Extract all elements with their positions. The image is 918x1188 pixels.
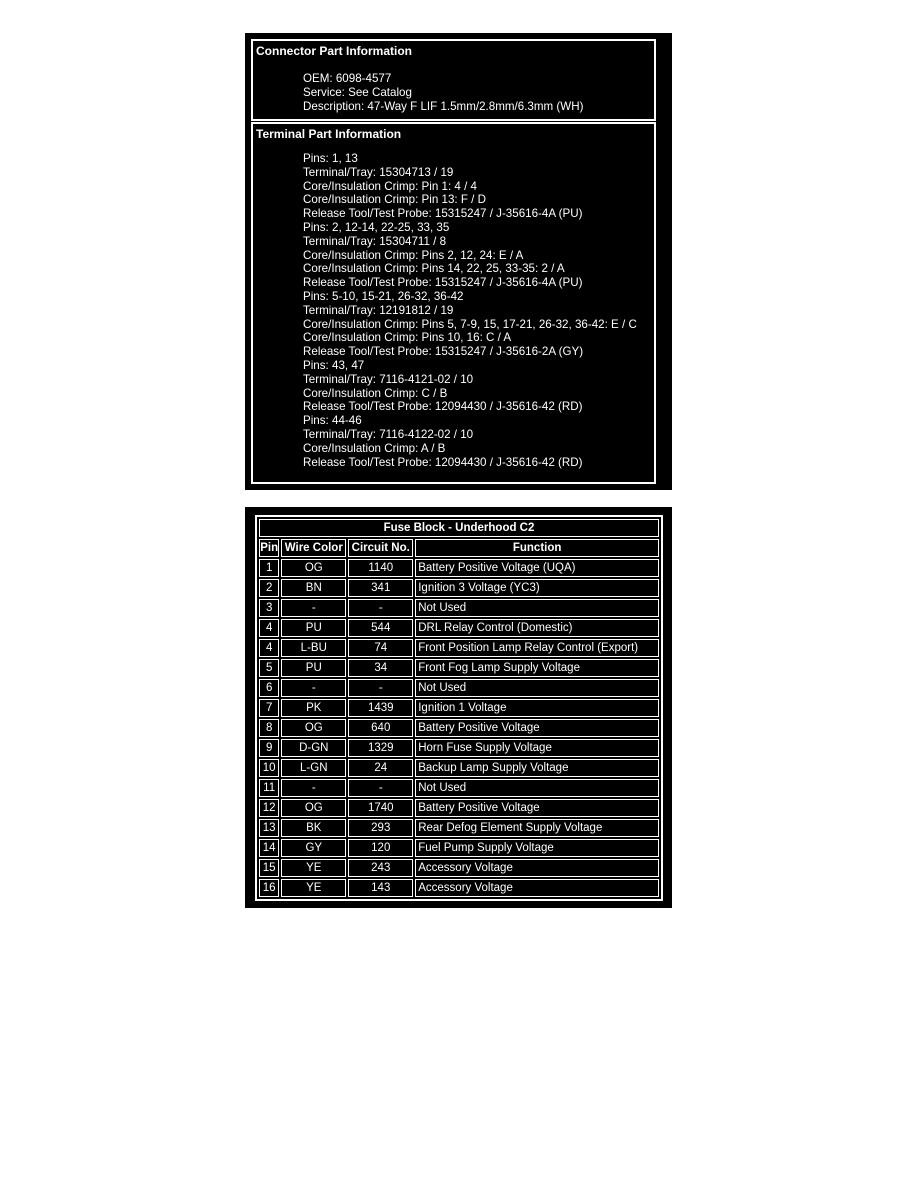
cell-circuit-no: 243 — [348, 859, 413, 877]
header-pin: Pin — [259, 539, 279, 557]
cell-circuit-no: 143 — [348, 879, 413, 897]
cell-function: Front Fog Lamp Supply Voltage — [415, 659, 659, 677]
cell-pin: 4 — [259, 639, 279, 657]
cell-function: Battery Positive Voltage — [415, 719, 659, 737]
info-line: Pins: 43, 47 — [303, 358, 365, 372]
table-row — [259, 579, 659, 597]
table-row — [259, 859, 659, 877]
table-title: Fuse Block - Underhood C2 — [259, 519, 659, 537]
info-line: Core/Insulation Crimp: Pins 10, 16: C / A — [303, 331, 512, 345]
cell-wire-color: D-GN — [281, 739, 346, 757]
cell-circuit-no: 74 — [348, 639, 413, 657]
table-header-row — [259, 539, 659, 557]
cell-wire-color: PK — [281, 699, 346, 717]
cell-pin: 2 — [259, 579, 279, 597]
cell-circuit-no: 1439 — [348, 699, 413, 717]
cell-circuit-no: 34 — [348, 659, 413, 677]
info-line: Terminal/Tray: 15304711 / 8 — [303, 234, 447, 248]
table-row — [259, 779, 659, 797]
info-line: Pins: 5-10, 15-21, 26-32, 36-42 — [303, 289, 464, 303]
cell-pin: 1 — [259, 559, 279, 577]
cell-function: Accessory Voltage — [415, 859, 659, 877]
cell-circuit-no: 1140 — [348, 559, 413, 577]
cell-pin: 7 — [259, 699, 279, 717]
cell-function: Horn Fuse Supply Voltage — [415, 739, 659, 757]
cell-function: Not Used — [415, 679, 659, 697]
table-row — [259, 639, 659, 657]
cell-wire-color: OG — [281, 799, 346, 817]
cell-function: Fuel Pump Supply Voltage — [415, 839, 659, 857]
info-line: Core/Insulation Crimp: Pin 13: F / D — [303, 193, 486, 207]
table-row — [259, 819, 659, 837]
cell-circuit-no: 120 — [348, 839, 413, 857]
table-row — [259, 659, 659, 677]
cell-circuit-no: 1329 — [348, 739, 413, 757]
cell-pin: 11 — [259, 779, 279, 797]
cell-wire-color: BK — [281, 819, 346, 837]
cell-pin: 10 — [259, 759, 279, 777]
fuse-block-panel — [245, 507, 672, 908]
cell-circuit-no: - — [348, 779, 413, 797]
info-line: Pins: 1, 13 — [303, 152, 358, 165]
cell-pin: 3 — [259, 599, 279, 617]
table-row — [259, 739, 659, 757]
cell-function: DRL Relay Control (Domestic) — [415, 619, 659, 637]
cell-pin: 12 — [259, 799, 279, 817]
cell-function: Rear Defog Element Supply Voltage — [415, 819, 659, 837]
info-line: Release Tool/Test Probe: 12094430 / J-35616-42 (RD) — [303, 455, 583, 469]
cell-wire-color: PU — [281, 619, 346, 637]
cell-function: Battery Positive Voltage (UQA) — [415, 559, 659, 577]
info-line: Release Tool/Test Probe: 15315247 / J-35616-4A (PU) — [303, 276, 583, 290]
info-line: Terminal/Tray: 7116-4121-02 / 10 — [303, 372, 474, 386]
cell-function: Battery Positive Voltage — [415, 799, 659, 817]
cell-function: Accessory Voltage — [415, 879, 659, 897]
info-line: Core/Insulation Crimp: Pins 14, 22, 25, 33-35: 2 / A — [303, 262, 565, 276]
info-line: Pins: 44-46 — [303, 414, 362, 428]
info-line: Release Tool/Test Probe: 15315247 / J-35616-4A (PU) — [303, 207, 583, 221]
table-row — [259, 839, 659, 857]
connector-terminal-panel — [245, 33, 672, 490]
header-circuit-no: Circuit No. — [348, 539, 413, 557]
info-line: Terminal/Tray: 12191812 / 19 — [303, 303, 454, 317]
cell-wire-color: OG — [281, 559, 346, 577]
table-row — [259, 879, 659, 897]
cell-pin: 16 — [259, 879, 279, 897]
cell-wire-color: BN — [281, 579, 346, 597]
cell-function: Ignition 1 Voltage — [415, 699, 659, 717]
info-line: Release Tool/Test Probe: 15315247 / J-35616-2A (GY) — [303, 345, 584, 359]
cell-wire-color: YE — [281, 859, 346, 877]
terminal-part-info-section — [251, 122, 656, 484]
table-row — [259, 699, 659, 717]
info-line: Core/Insulation Crimp: Pins 2, 12, 24: E / A — [303, 248, 524, 262]
cell-pin: 5 — [259, 659, 279, 677]
cell-wire-color: - — [281, 679, 346, 697]
table-body — [259, 559, 659, 897]
fuse-block-table — [255, 515, 663, 901]
cell-function: Ignition 3 Voltage (YC3) — [415, 579, 659, 597]
cell-pin: 8 — [259, 719, 279, 737]
header-wire-color: Wire Color — [281, 539, 346, 557]
table-row — [259, 679, 659, 697]
connector-part-info-list — [303, 72, 583, 113]
cell-pin: 9 — [259, 739, 279, 757]
cell-wire-color: L-GN — [281, 759, 346, 777]
cell-wire-color: - — [281, 599, 346, 617]
cell-wire-color: OG — [281, 719, 346, 737]
table-row — [259, 619, 659, 637]
cell-function: Backup Lamp Supply Voltage — [415, 759, 659, 777]
info-line: Core/Insulation Crimp: Pin 1: 4 / 4 — [303, 179, 477, 193]
cell-circuit-no: 24 — [348, 759, 413, 777]
info-line: OEM: 6098-4577 — [303, 72, 392, 85]
cell-wire-color: L-BU — [281, 639, 346, 657]
connector-part-info-title: Connector Part Information — [256, 44, 413, 58]
table-row — [259, 799, 659, 817]
cell-circuit-no: - — [348, 679, 413, 697]
info-line: Core/Insulation Crimp: C / B — [303, 386, 448, 400]
table-row — [259, 719, 659, 737]
cell-pin: 13 — [259, 819, 279, 837]
table-row — [259, 559, 659, 577]
cell-circuit-no: 1740 — [348, 799, 413, 817]
cell-function: Not Used — [415, 779, 659, 797]
table-row — [259, 599, 659, 617]
table-row — [259, 759, 659, 777]
cell-circuit-no: 293 — [348, 819, 413, 837]
cell-wire-color: YE — [281, 879, 346, 897]
info-line: Terminal/Tray: 7116-4122-02 / 10 — [303, 427, 474, 441]
cell-function: Not Used — [415, 599, 659, 617]
info-line: Terminal/Tray: 15304713 / 19 — [303, 165, 454, 179]
cell-circuit-no: 341 — [348, 579, 413, 597]
connector-part-info-section — [251, 39, 656, 121]
cell-function: Front Position Lamp Relay Control (Export) — [415, 639, 659, 657]
info-line: Core/Insulation Crimp: Pins 5, 7-9, 15, 17-21, 26-32, 36-42: E / C — [303, 317, 637, 331]
terminal-part-info-title: Terminal Part Information — [256, 127, 402, 141]
cell-circuit-no: - — [348, 599, 413, 617]
cell-wire-color: GY — [281, 839, 346, 857]
header-function: Function — [415, 539, 659, 557]
cell-wire-color: - — [281, 779, 346, 797]
cell-wire-color: PU — [281, 659, 346, 677]
info-line: Pins: 2, 12-14, 22-25, 33, 35 — [303, 220, 450, 234]
cell-pin: 15 — [259, 859, 279, 877]
info-line: Service: See Catalog — [303, 85, 412, 99]
cell-pin: 4 — [259, 619, 279, 637]
cell-circuit-no: 640 — [348, 719, 413, 737]
info-line: Release Tool/Test Probe: 12094430 / J-35616-42 (RD) — [303, 400, 583, 414]
info-line: Core/Insulation Crimp: A / B — [303, 441, 446, 455]
terminal-part-info-list — [303, 152, 637, 469]
cell-circuit-no: 544 — [348, 619, 413, 637]
info-line: Description: 47-Way F LIF 1.5mm/2.8mm/6.3mm (WH) — [303, 99, 584, 113]
cell-pin: 14 — [259, 839, 279, 857]
cell-pin: 6 — [259, 679, 279, 697]
